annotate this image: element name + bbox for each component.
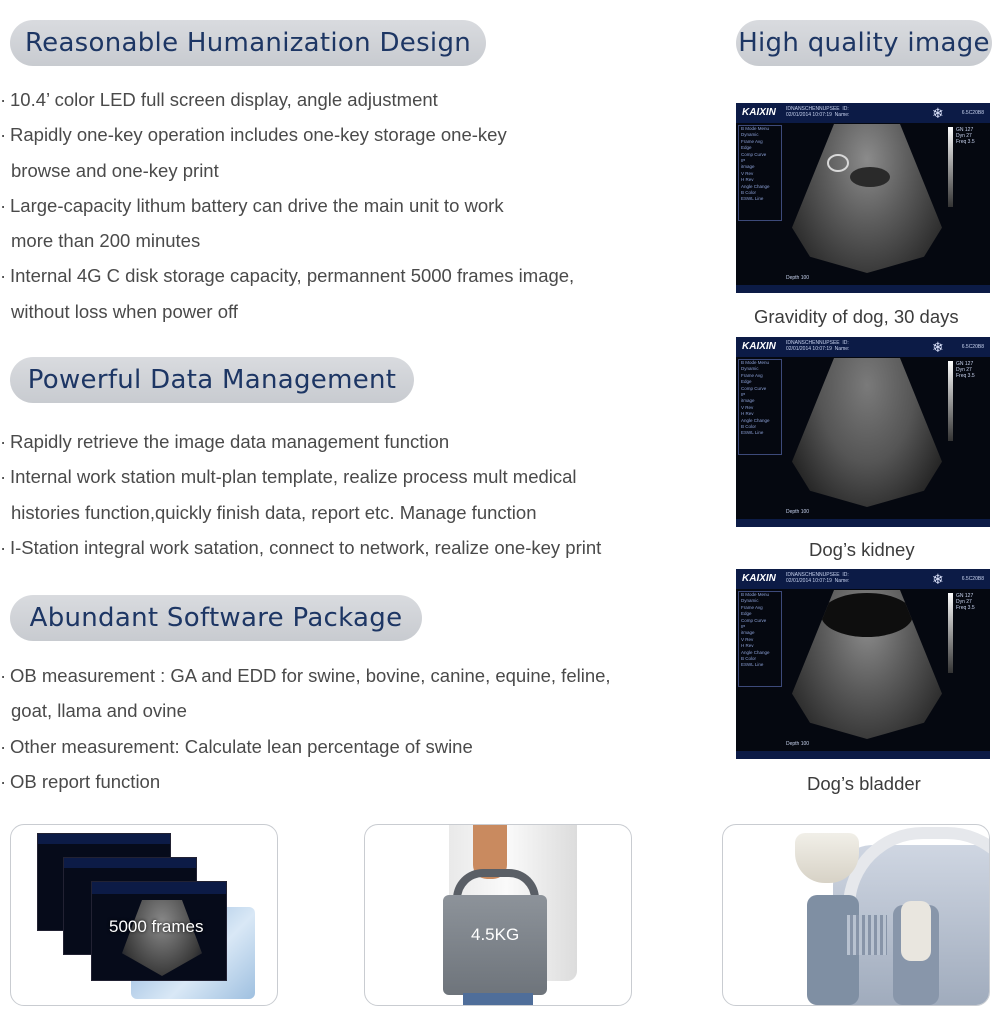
humanization-list	[0, 82, 574, 329]
brand-logo: KAIXIN	[742, 341, 776, 352]
snowflake-icon: ❄	[932, 105, 944, 121]
probe-frequency: 6.5C20B8	[961, 110, 984, 116]
ultrasound-image-gravidity	[736, 103, 990, 293]
list-item: browse and one-key print	[11, 159, 219, 181]
caption-bladder: Dog’s bladder	[807, 773, 921, 794]
gray-scale-bar	[948, 127, 953, 207]
section-title-humanization: Reasonable Humanization Design	[10, 20, 486, 66]
gain-readout: GN 127 Dyn 27 Freq 3.5	[956, 361, 975, 379]
probe-frequency: 6.5C20B8	[961, 576, 984, 582]
list-item: · Other measurement: Calculate lean percentage of swine	[0, 729, 611, 764]
list-item: more than 200 minutes	[11, 230, 201, 252]
list-item: histories function,quickly finish data, report etc. Manage function	[11, 501, 537, 523]
caption-gravidity: Gravidity of dog, 30 days	[754, 306, 959, 327]
vent-grille	[847, 915, 887, 955]
device-case	[443, 895, 547, 995]
brand-logo: KAIXIN	[742, 573, 776, 584]
mode-menu: B Mode Menu Dynamic Frame Avg Edge Comp Curve IP iImage V Rev H Rev Angle Change B Color ESWL Line	[738, 359, 782, 455]
gain-readout: GN 127 Dyn 27 Freq 3.5	[956, 127, 975, 145]
ultrasound-sector	[792, 345, 942, 507]
gray-scale-bar	[948, 361, 953, 441]
section-title-data-management: Powerful Data Management	[10, 357, 414, 403]
ultrasound-sector	[792, 111, 942, 273]
ultrasound-image-kidney	[736, 337, 990, 527]
software-package-list	[0, 658, 611, 799]
list-item: · OB report function	[0, 764, 611, 799]
scan-header: IDNANSCHENNUPSEE ID: 02/01/2014 10:07:19 Name:	[786, 572, 850, 584]
depth-readout: Depth 100	[786, 509, 810, 515]
section-title-software-package: Abundant Software Package	[10, 595, 422, 641]
ultrasound-image-bladder	[736, 569, 990, 759]
caption-kidney: Dog’s kidney	[809, 539, 915, 560]
list-item: without loss when power off	[11, 300, 238, 322]
snowflake-icon: ❄	[932, 571, 944, 587]
depth-readout: Depth 100	[786, 275, 810, 281]
probe-frequency: 6.5C20B8	[961, 344, 984, 350]
mode-menu: B Mode Menu Dynamic Frame Avg Edge Comp Curve IP iImage V Rev H Rev Angle Change B Color ESWL Line	[738, 125, 782, 221]
snowflake-icon: ❄	[932, 339, 944, 355]
list-item: · Rapidly one-key operation includes one-key storage one-key	[0, 117, 574, 152]
list-item: · Large-capacity lithum battery can drive the main unit to work	[0, 188, 574, 223]
probe-icon	[901, 901, 931, 961]
list-item: · 10.4’ color LED full screen display, angle adjustment	[0, 82, 574, 117]
frames-label: 5000 frames	[109, 917, 204, 936]
portable-weight-card	[364, 824, 632, 1006]
gray-scale-bar	[948, 593, 953, 673]
list-item: · OB measurement : GA and EDD for swine, bovine, canine, equine, feline,	[0, 658, 611, 693]
section-title-image-quality: High quality image	[736, 20, 992, 66]
list-item: · I-Station integral work satation, connect to network, realize one-key print	[0, 530, 601, 565]
depth-readout: Depth 100	[786, 741, 810, 747]
mode-menu: B Mode Menu Dynamic Frame Avg Edge Comp Curve IP iImage V Rev H Rev Angle Change B Color ESWL Line	[738, 591, 782, 687]
list-item: goat, llama and ovine	[11, 700, 187, 722]
frames-storage-card	[10, 824, 278, 1006]
legs-graphic	[463, 993, 533, 1006]
data-management-list	[0, 424, 601, 565]
scan-header: IDNANSCHENNUPSEE ID: 02/01/2014 10:07:19 Name:	[786, 106, 850, 118]
scan-header: IDNANSCHENNUPSEE ID: 02/01/2014 10:07:19 Name:	[786, 340, 850, 352]
list-item: · Internal work station mult-plan template, realize process mult medical	[0, 459, 601, 494]
brand-logo: KAIXIN	[742, 107, 776, 118]
list-item: · Internal 4G C disk storage capacity, permannent 5000 frames image,	[0, 258, 574, 293]
weight-label: 4.5KG	[471, 925, 520, 944]
ultrasound-sector	[792, 577, 942, 739]
list-item: · Rapidly retrieve the image data management function	[0, 424, 601, 459]
probe-holder-card	[722, 824, 990, 1006]
gain-readout: GN 127 Dyn 27 Freq 3.5	[956, 593, 975, 611]
